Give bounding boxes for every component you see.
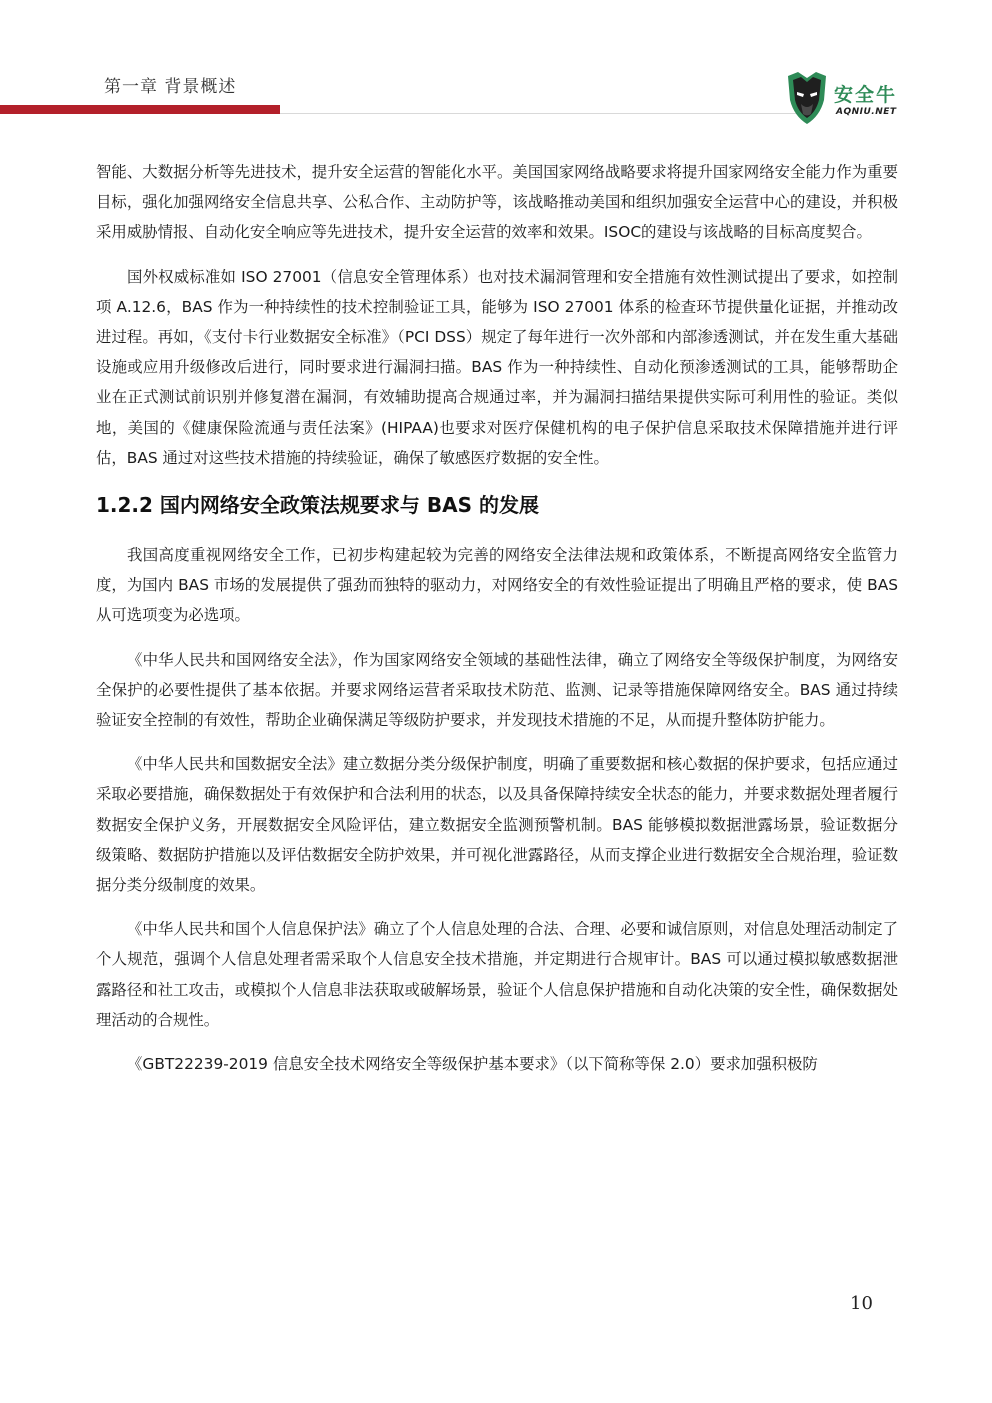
- paragraph: 《中华人民共和国数据安全法》建立数据分类分级保护制度，明确了重要数据和核心数据的保护要求，包括应通过采取必要措施，确保数据处于有效保护和合法利用的状态，以及具备保障持续安全状态的能力，并要求数据处理者履行数据安全保护义务，开展数据安全风险评估，建立数据安全监测预警机制。BAS 能够模拟数据泄露场景，验证数据分级策略、数据防护措施以及评估数据安全防护效果，并可视化泄露路径，从而支撑企业进行数据安全合规治理，验证数据分类分级制度的效果。: [96, 755, 898, 895]
- paragraph: 智能、大数据分析等先进技术，提升安全运营的智能化水平。美国国家网络战略要求将提升国家网络安全能力作为重要目标，强化加强网络安全信息共享、公私合作、主动防护等，该战略推动美国和组织加强安全运营中心的建设，并积极采用威胁情报、自动化安全响应等先进技术，提升安全运营的效率和效果。ISOC的建设与该战略的目标高度契合。: [96, 163, 898, 242]
- shield-icon: [784, 70, 830, 126]
- paragraph: 国外权威标准如 ISO 27001（信息安全管理体系）也对技术漏洞管理和安全措施有效性测试提出了要求，如控制项 A.12.6，BAS 作为一种持续性的技术控制验证工具，能够为 ISO 27001 体系的检查环节提供量化证据，并推动改进过程。再如，《支付卡行业数据安全标准》（PCI DSS）规定了每年进行一次外部和内部渗透测试，并在发生重大基础设施或应用升级修改后进行，同时要求进行漏洞扫描。BAS 作为一种持续性、自动化预渗透测试的工具，能够帮助企业在正式测试前识别并修复潜在漏洞，有效辅助提高合规通过率，并为漏洞扫描结果提供实际可利用性的验证。类似地，美国的《健康保险流通与责任法案》(HIPAA)也要求对医疗保健机构的电子保护信息采取技术保障措施并进行评估，BAS 通过对这些技术措施的持续验证，确保了敏感医疗数据的安全性。: [96, 267, 898, 467]
- section-heading: 1.2.2 国内网络安全政策法规要求与 BAS 的发展: [96, 493, 539, 518]
- header-divider: [280, 113, 800, 114]
- chapter-title: 第一章 背景概述: [104, 77, 237, 97]
- logo-wordmark: 安全牛: [834, 84, 898, 106]
- page-number: 10: [850, 1293, 873, 1314]
- header-accent-bar: [0, 105, 280, 114]
- document-body: [96, 157, 898, 1093]
- paragraph: 我国高度重视网络安全工作，已初步构建起较为完善的网络安全法律法规和政策体系，不断提高网络安全监管力度，为国内 BAS 市场的发展提供了强劲而独特的驱动力，对网络安全的有效性验证提出了明确且严格的要求，使 BAS 从可选项变为必选项。: [96, 546, 898, 625]
- aqniu-logo: [784, 70, 904, 126]
- paragraph: 《中华人民共和国个人信息保护法》确立了个人信息处理的合法、合理、必要和诚信原则，对信息处理活动制定了个人规范，强调个人信息处理者需采取个人信息安全技术措施，并定期进行合规审计。BAS 可以通过模拟敏感数据泄露路径和社工攻击，或模拟个人信息非法获取或破解场景，验证个人信息保护措施和自动化决策的安全性，确保数据处理活动的合规性。: [96, 920, 898, 1029]
- paragraph: 《GBT22239-2019 信息安全技术网络安全等级保护基本要求》（以下简称等保 2.0）要求加强积极防: [127, 1055, 818, 1074]
- logo-domain: AQNIU.NET: [836, 107, 897, 117]
- paragraph: 《中华人民共和国网络安全法》，作为国家网络安全领域的基础性法律，确立了网络安全等级保护制度，为网络安全保护的必要性提供了基本依据。并要求网络运营者采取技术防范、监测、记录等措施保障网络安全。BAS 通过持续验证安全控制的有效性，帮助企业确保满足等级防护要求，并发现技术措施的不足，从而提升整体防护能力。: [96, 650, 898, 730]
